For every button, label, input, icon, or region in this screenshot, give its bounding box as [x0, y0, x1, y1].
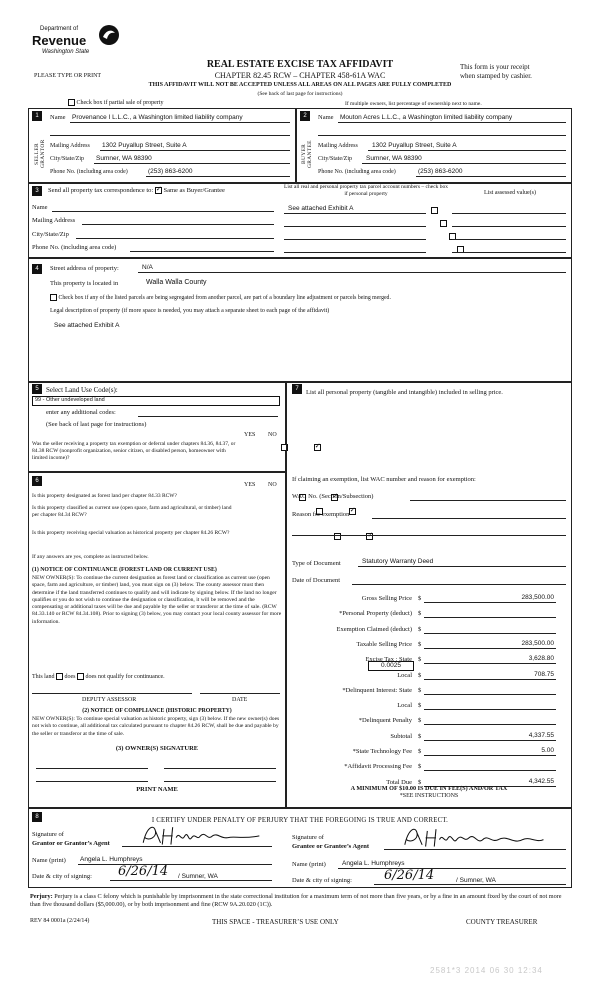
seller-name-label: Name — [50, 114, 66, 121]
notice2-title: (2) NOTICE OF COMPLIANCE (HISTORIC PROPERTY) — [82, 708, 232, 714]
section-7-number: 7 — [292, 384, 302, 394]
calc-dollar-sign: $ — [418, 671, 422, 679]
seller-side-label: SELLER GRANTOR — [34, 139, 46, 169]
s3-name-label: Name — [32, 204, 48, 211]
form-number: REV 84 0001a (2/24/14) — [30, 918, 90, 924]
grantee-date-label: Date & city of signing: — [292, 877, 352, 884]
segregated-checkbox[interactable] — [50, 294, 57, 301]
calc-label: Gross Selling Price — [361, 595, 412, 602]
calc-dollar-sign: $ — [418, 625, 422, 633]
seller-city-label: City/State/Zip — [50, 156, 84, 162]
buyer-phone-label: Phone No. (including area code) — [318, 169, 396, 175]
parcel-header: List all real and personal property tax parcel account numbers – check box if personal property — [283, 184, 449, 197]
please-type: PLEASE TYPE OR PRINT — [34, 73, 102, 79]
wac-label: WAC No. (Section/Subsection) — [292, 493, 374, 500]
logo-state: Washington State — [42, 49, 90, 55]
partial-sale-row — [68, 99, 163, 106]
send-correspondence-label: Send all property tax correspondence to: ✓ Same as Buyer/Grantee — [48, 187, 225, 194]
segregated-row — [50, 294, 391, 301]
street-value[interactable]: N/A — [142, 264, 153, 271]
buyer-name-label: Name — [318, 114, 334, 121]
buyer-city-value[interactable]: Sumner, WA 98390 — [366, 155, 422, 162]
section-5-number: 5 — [32, 384, 42, 394]
land-use-label: Select Land Use Code(s): — [46, 386, 118, 394]
section-8-number: 8 — [32, 812, 42, 822]
calc-label: *Affidavit Processing Fee — [344, 763, 412, 771]
grantee-sig-of: Signature of — [292, 834, 324, 841]
calc-dollar-sign: $ — [418, 763, 422, 771]
grantor-sig-of: Signature of — [32, 831, 64, 838]
land-use-select[interactable] — [32, 396, 280, 406]
calc-label: *Personal Property (deduct) — [339, 610, 412, 618]
additional-codes-label: enter any additional codes: — [46, 409, 116, 416]
certify-statement: I CERTIFY UNDER PENALTY OF PERJURY THAT THE FOREGOING IS TRUE AND CORRECT. — [151, 817, 449, 824]
form-title: REAL ESTATE EXCISE TAX AFFIDAVIT — [206, 59, 394, 70]
s5-yes-header: YES — [244, 432, 256, 438]
grantee-name-value[interactable]: Angela L. Humphreys — [342, 860, 405, 867]
multiple-owners-note: If multiple owners, list percentage of ownership next to name. — [345, 101, 482, 107]
section-4-box — [28, 258, 572, 382]
assessed-header: List assessed value(s) — [484, 190, 536, 196]
section-6-box — [28, 472, 286, 808]
doc-type-label: Type of Document — [292, 560, 341, 567]
calc-dollar-sign: $ — [418, 748, 422, 755]
buyer-phone-value[interactable]: (253) 863-6200 — [418, 168, 463, 175]
s5-see-back: (See back of last page for instructions) — [46, 421, 147, 428]
local-rate-box[interactable] — [368, 661, 414, 671]
dor-logo — [32, 24, 122, 64]
calc-dollar-sign: $ — [418, 656, 422, 664]
calc-label: Excise Tax : State — [365, 656, 412, 664]
notice1-title: (1) NOTICE OF CONTINUANCE (FOREST LAND OR CURRENT USE) — [32, 567, 217, 573]
street-label: Street address of property: — [50, 265, 119, 272]
calc-value[interactable]: 4,342.55 — [528, 777, 554, 785]
calc-dollar-sign: $ — [418, 717, 422, 725]
buyer-mailing-label: Mailing Address — [318, 143, 358, 149]
grantor-name-label: Name (print) — [32, 857, 66, 864]
calc-label: *State Technology Fee — [352, 748, 412, 755]
local-rate-value: 0.0025 — [381, 662, 401, 669]
seller-phone-value[interactable]: (253) 863-6200 — [148, 168, 193, 175]
section-3-number: 3 — [32, 186, 42, 196]
calc-value[interactable]: 4,337.55 — [528, 731, 554, 739]
county-treasurer: COUNTY TREASURER — [466, 918, 538, 926]
treasurer-space: THIS SPACE - TREASURER’S USE ONLY — [212, 918, 339, 926]
notice2-text: NEW OWNER(S): To continue special valuation as historic property, sign (3) below. If the new owner(s) does not wish to continue, all additional tax calculated pursuant to chapter 84.26 RCW, shall be due and payable by the seller or transferor at the time of sale. — [32, 716, 280, 737]
section-1-number: 1 — [32, 111, 42, 121]
s3-city-label: City/State/Zip — [32, 231, 69, 238]
parcel-2-personal-checkbox[interactable] — [440, 220, 447, 227]
land-does-not-checkbox[interactable] — [77, 673, 84, 680]
see-instructions-note: *SEE INSTRUCTIONS — [399, 793, 459, 799]
s6-q1: Is this property designated as forest land per chapter 84.33 RCW? — [32, 493, 177, 499]
calc-label: Exemption Claimed (deduct) — [336, 625, 412, 633]
s6-no-header: NO — [268, 482, 277, 488]
grantee-name-label: Name (print) — [292, 861, 326, 868]
s5-no-header: NO — [268, 432, 277, 438]
calc-label: Taxable Selling Price — [356, 640, 412, 648]
deputy-date-label: DATE — [232, 697, 248, 703]
buyer-side-label: BUYER GRANTEE — [301, 140, 313, 168]
calc-label: *Delinquent Penalty — [358, 717, 412, 725]
personal-property-label: List all personal property (tangible and intangible) included in selling price. — [306, 389, 503, 396]
section-6-number: 6 — [32, 476, 42, 486]
calc-label: Total Due — [386, 778, 412, 786]
minimum-due-note: A MINIMUM OF $10.00 IS DUE IN FEE(S) AND/OR TAX — [350, 785, 508, 792]
s3-phone-label: Phone No. (including area code) — [32, 244, 117, 251]
calc-dollar-sign: $ — [418, 610, 422, 618]
form-chapter: CHAPTER 82.45 RCW – CHAPTER 458-61A WAC — [214, 71, 386, 80]
calc-label: Local — [397, 671, 412, 679]
print-name-label: PRINT NAME — [136, 786, 178, 793]
reason-label: Reason for exemption — [292, 511, 350, 518]
legal-label: Legal description of property (if more space is needed, you may attach a separate sheet to each page of the affidavit) — [50, 308, 330, 314]
s5-exemption-question: Was the seller receiving a property tax exemption or deferral under chapters 84.36, 84.37, or 84.38 RCW (nonprofit organization, senior citizen, or disabled person, homeowner with limited income)? — [32, 441, 236, 461]
form-warning: THIS AFFIDAVIT WILL NOT BE ACCEPTED UNLESS ALL AREAS ON ALL PAGES ARE FULLY COMPLETED — [148, 82, 452, 88]
doc-type-value[interactable]: Statutory Warranty Deed — [362, 558, 434, 565]
seller-mailing-value[interactable]: 1302 Puyallup Street, Suite A — [102, 142, 187, 149]
seller-phone-label: Phone No. (including area code) — [50, 169, 128, 175]
calc-label: Local — [397, 702, 412, 710]
partial-sale-label: Check box if partial sale of property — [76, 99, 164, 106]
perjury-notice: Perjury: Perjury is a class C felony which is punishable by imprisonment in the state correctional institution for a maximum term of not more than five years, or by a fine in an amount fixed by the court of not more than five thousand dollars ($5,000.00), or by both imprisonment and fine (RCW 9A.20.020 (1C)). — [30, 893, 562, 908]
calc-dollar-sign: $ — [418, 732, 422, 740]
owner-signature-label: (3) OWNER(S) SIGNATURE — [115, 745, 199, 752]
grantor-name-value[interactable]: Angela L. Humphreys — [80, 856, 143, 863]
parcel-1-value[interactable]: See attached Exhibit A — [288, 205, 354, 212]
calc-dollar-sign: $ — [418, 595, 422, 602]
logo-dept: Department of — [40, 26, 79, 32]
grantee-agent-label: Grantee or Grantee’s Agent — [292, 843, 370, 850]
calc-value[interactable]: 708.75 — [534, 670, 554, 678]
s6-q3: Is this property receiving special valuation as historical property per chapter 84.26 RCW? — [32, 530, 230, 536]
receipt-note-2: when stamped by cashier. — [460, 72, 532, 80]
located-value[interactable]: Walla Walla County — [146, 279, 207, 286]
grantor-date-value[interactable]: 6/26/14 — [118, 864, 169, 879]
calc-label: *Delinquent Interest: State — [342, 686, 412, 694]
calc-value[interactable]: 3,628.80 — [528, 655, 554, 663]
exemption-claim-label: If claiming an exemption, list WAC number and reason for exemption: — [292, 476, 476, 483]
calc-dollar-sign: $ — [418, 702, 422, 710]
grantor-city-value[interactable]: / Sumner, WA — [178, 873, 218, 880]
form-see-back: (See back of last page for instructions) — [257, 91, 343, 97]
deputy-assessor-label: DEPUTY ASSESSOR — [82, 697, 137, 703]
same-as-buyer-checkbox[interactable] — [155, 187, 162, 194]
grantor-agent-label: Grantor or Grantor’s Agent — [32, 840, 110, 847]
grantee-city-value[interactable]: / Sumner, WA — [456, 877, 496, 884]
cashier-stamp: 2581*3 2014 06 30 12:34 — [430, 966, 543, 975]
section-2-number: 2 — [300, 111, 310, 121]
notice1-text: NEW OWNER(S): To continue the current designation as forest land or classification as current use (open space, farm and agriculture, or timber) land, you must sign on (3) below. The county assessor must then determine if the land transferred continues to qualify and will indicate by signing below. If the land no longer qualifies or you do not wish to continue the designation or classification, it will be removed and the compensating or additional taxes will be due and payable by the seller or transferor at the time of sale. (RCW 84.33.140 or RCW 84.34.108). Prior to signing (3) below, you may contact your local county assessor for more information. — [32, 575, 282, 625]
grantee-date-value[interactable]: 6/26/14 — [384, 868, 435, 883]
s6-if-yes: If any answers are yes, complete as instructed below. — [32, 554, 149, 560]
located-label: This property is located in — [50, 280, 119, 287]
receipt-note-1: This form is your receipt — [460, 63, 530, 71]
calc-value[interactable]: 5.00 — [541, 747, 554, 754]
buyer-city-label: City/State/Zip — [318, 156, 352, 162]
grantee-signature-icon[interactable] — [390, 824, 560, 850]
calc-value[interactable]: 283,500.00 — [521, 639, 554, 647]
legal-value[interactable]: See attached Exhibit A — [54, 322, 120, 329]
section-4-number: 4 — [32, 264, 42, 274]
calc-value[interactable]: 283,500.00 — [521, 594, 554, 601]
calc-dollar-sign: $ — [418, 640, 422, 648]
land-does-checkbox[interactable] — [56, 673, 63, 680]
calc-dollar-sign: $ — [418, 686, 422, 694]
segregated-label: Check box if any of the listed parcels are being segregated from another parcel, are part of a boundary line adjustment or parcels being merged. — [58, 294, 391, 301]
same-as-buyer-label: Same as Buyer/Grantee — [163, 187, 225, 194]
s6-q2: Is this property classified as current use (open space, farm and agricultural, or timber) land per chapter 84.34 RCW? — [32, 505, 232, 518]
continuance-row: This land does does not qualify for continuance. — [32, 673, 165, 680]
doc-date-label: Date of Document — [292, 577, 341, 584]
buyer-name-value[interactable]: Mouton Acres L.L.C., a Washington limited liability company — [340, 114, 513, 121]
buyer-mailing-value[interactable]: 1302 Puyallup Street, Suite A — [372, 142, 457, 149]
seller-city-value[interactable]: Sumner, WA 98390 — [96, 155, 152, 162]
s3-mailing-label: Mailing Address — [32, 217, 76, 224]
calc-dollar-sign: $ — [418, 778, 422, 786]
partial-sale-checkbox[interactable] — [68, 99, 75, 106]
parcel-1-personal-checkbox[interactable] — [431, 207, 438, 214]
seller-name-value[interactable]: Provenance I L.L.C., a Washington limited liability company — [72, 114, 243, 121]
seller-mailing-label: Mailing Address — [50, 143, 90, 149]
s6-yes-header: YES — [244, 482, 256, 488]
land-use-value: 99 - Other undeveloped land — [35, 397, 105, 403]
logo-revenue: Revenue — [32, 33, 87, 48]
calc-label: Subtotal — [390, 732, 412, 740]
grantor-signature-icon[interactable] — [128, 822, 278, 848]
grantor-date-label: Date & city of signing: — [32, 873, 92, 880]
dor-swoosh-icon — [98, 24, 120, 46]
